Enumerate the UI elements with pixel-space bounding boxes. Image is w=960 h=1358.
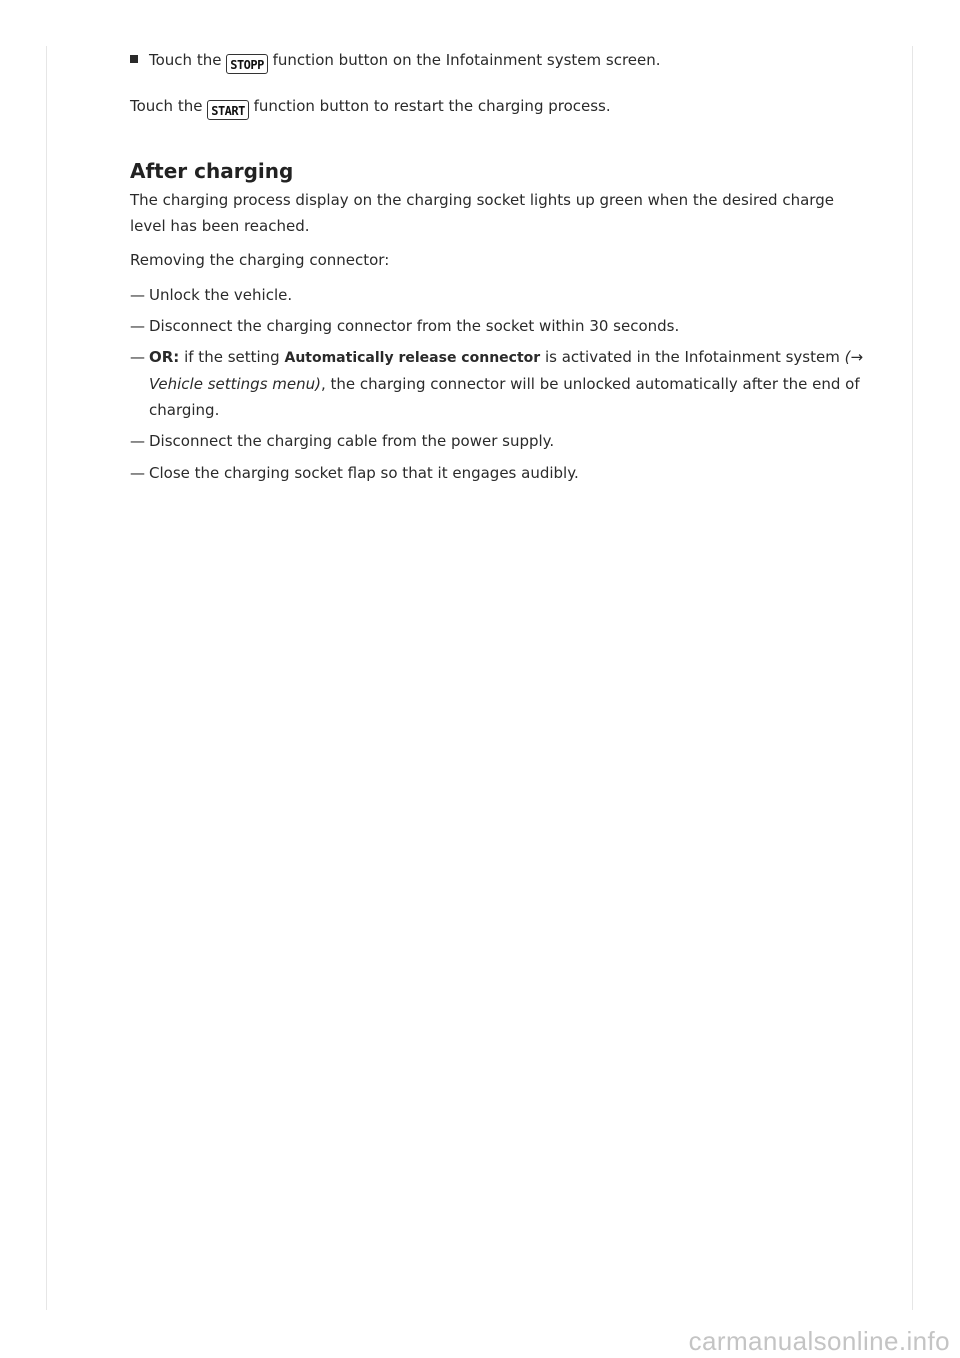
dash-bullet-icon: — <box>130 432 145 450</box>
setting-name: Automatically release connector <box>284 350 541 366</box>
dash-bullet-icon: — <box>130 286 145 304</box>
removing-label: Removing the charging connector: <box>130 251 390 269</box>
stopp-function-button-icon: STOPP <box>226 54 268 74</box>
step-disconnect-connector <box>130 316 679 336</box>
restart-after: function button to restart the charging process. <box>253 97 611 115</box>
watermark: carmanualsonline.info <box>688 1326 950 1356</box>
step-disconnect-cable-text: Disconnect the charging cable from the power supply. <box>149 432 555 450</box>
step-unlock <box>130 285 292 305</box>
step-unlock-text: Unlock the vehicle. <box>149 286 293 304</box>
step-close-flap <box>130 463 579 483</box>
step-stop-after: function button on the Infotainment system screen. <box>272 51 661 69</box>
step-stop-line <box>130 50 661 74</box>
dash-bullet-icon: — <box>130 348 145 366</box>
step-stop-before: Touch the <box>149 51 222 69</box>
square-bullet-icon <box>130 55 138 63</box>
dash-bullet-icon: — <box>130 317 145 335</box>
step-or-continued <box>149 374 860 394</box>
cross-reference-arrow: (→ <box>844 348 864 366</box>
start-function-button-icon: START <box>207 100 249 120</box>
or-text-4: charging. <box>149 401 220 419</box>
or-text-3: , the charging connector will be unlocked automatically after the end of <box>321 375 860 393</box>
section-title: After charging <box>130 159 294 183</box>
dash-bullet-icon: — <box>130 464 145 482</box>
step-disconnect-connector-text: Disconnect the charging connector from the socket within 30 seconds. <box>149 317 680 335</box>
cross-reference-link[interactable]: Vehicle settings menu) <box>149 375 321 393</box>
restart-before: Touch the <box>130 97 203 115</box>
left-margin-rule <box>46 46 47 1310</box>
or-text-2: is activated in the Infotainment system <box>544 348 840 366</box>
step-disconnect-cable <box>130 431 554 451</box>
right-margin-rule <box>912 46 913 1310</box>
restart-line <box>130 96 611 120</box>
intro-line-2: level has been reached. <box>130 217 310 235</box>
or-label: OR: <box>149 348 180 366</box>
step-close-flap-text: Close the charging socket flap so that it engages audibly. <box>149 464 579 482</box>
or-text-1: if the setting <box>184 348 280 366</box>
intro-line-1: The charging process display on the charging socket lights up green when the desired charge <box>130 191 834 209</box>
step-or <box>130 347 863 368</box>
